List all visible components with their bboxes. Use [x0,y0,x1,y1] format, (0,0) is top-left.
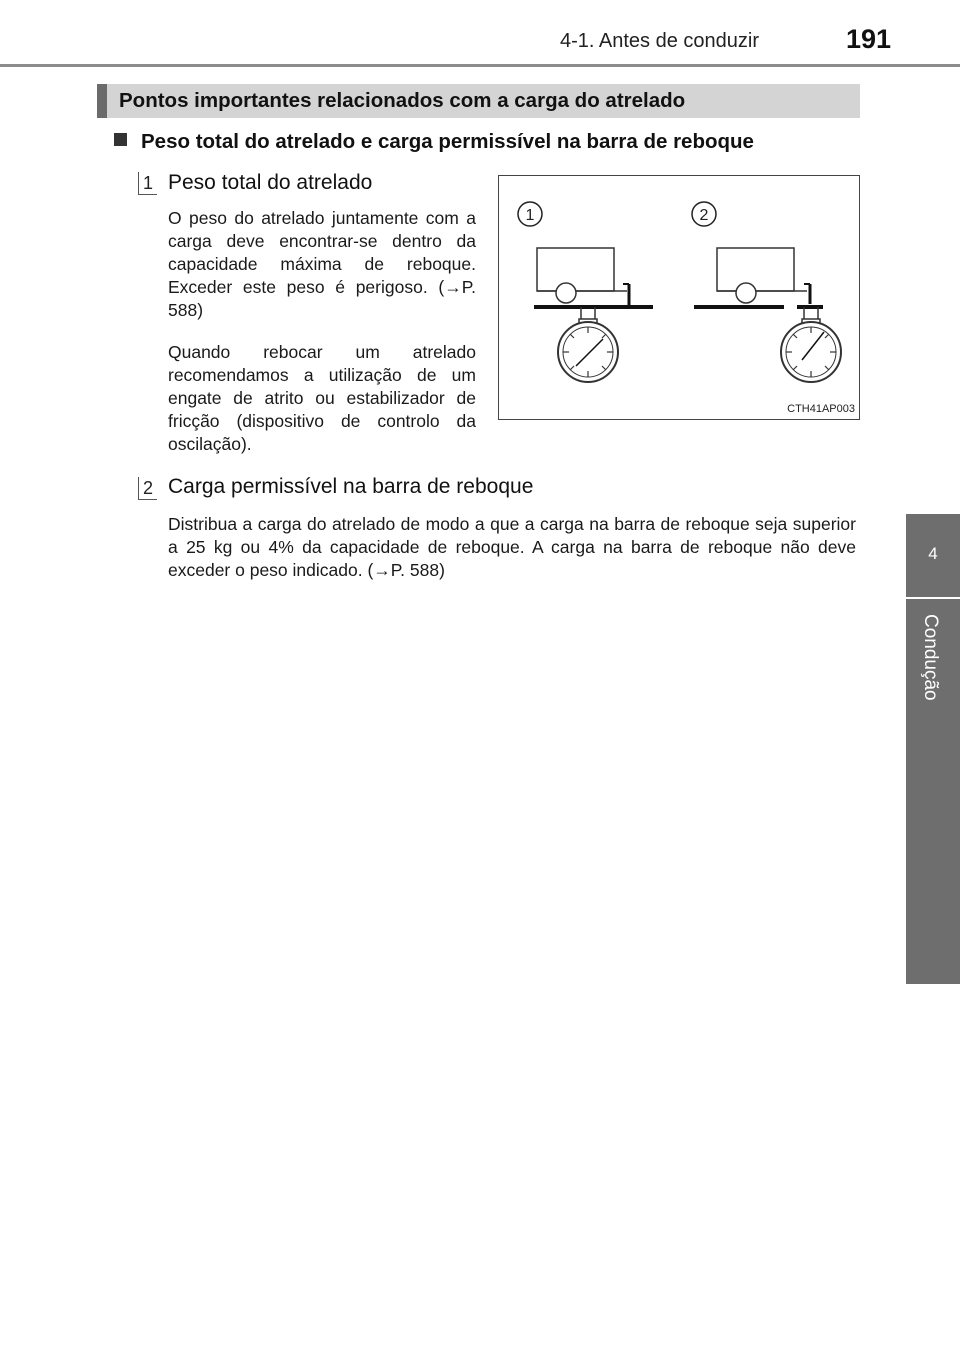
chapter-side-tab[interactable] [906,514,960,984]
item-number-2: 2 [138,477,157,500]
svg-text:2: 2 [699,207,709,224]
svg-text:1: 1 [525,207,535,224]
chapter-tab-divider [906,597,960,599]
chapter-section-title: 4-1. Antes de conduzir [560,30,760,52]
trailer-on-scale-left [534,248,653,382]
trailer-tongue-on-scale-right [694,248,841,382]
figure-label-2 [692,202,716,226]
trailer-scale-illustration [499,176,861,421]
section-heading-bar [97,84,860,118]
item-1-paragraph-2: Quando rebocar um atrelado recomendamos a utilização de um engate de atrito ou estabilizador de fricção (dispositivo de controlo da oscilação). [168,342,476,454]
item-2-paragraph-1: Distribua a carga do atrelado de modo a que a carga na barra de reboque seja superior a 25 kg ou 4% da capacidade de reboque. A carga na barra de reboque não deve exceder o peso indicado. (→P. 588) [168,514,856,580]
item-title-2: Carga permissível na barra de reboque [168,475,534,498]
figure-code: CTH41AP003 [787,403,855,415]
section-heading: Pontos importantes relacionados com a carga do atrelado [119,89,686,112]
header-divider [0,64,960,67]
chapter-tab-label: Condução [920,614,941,701]
subheading [114,130,754,154]
trailer-weight-figure [498,175,860,420]
item-number-1: 1 [138,172,157,195]
chapter-tab-number: 4 [928,544,938,563]
figure-label-1 [518,202,542,226]
item-1-paragraph-1: O peso do atrelado juntamente com a carga deve encontrar-se dentro da capacidade máxima de reboque. Exceder este peso é perigoso. (→P. 588) [168,208,476,320]
item-title-1: Peso total do atrelado [168,171,373,194]
page-number: 191 [846,24,892,54]
square-bullet-icon [114,133,127,146]
subheading-text: Peso total do atrelado e carga permissível na barra de reboque [141,130,754,153]
